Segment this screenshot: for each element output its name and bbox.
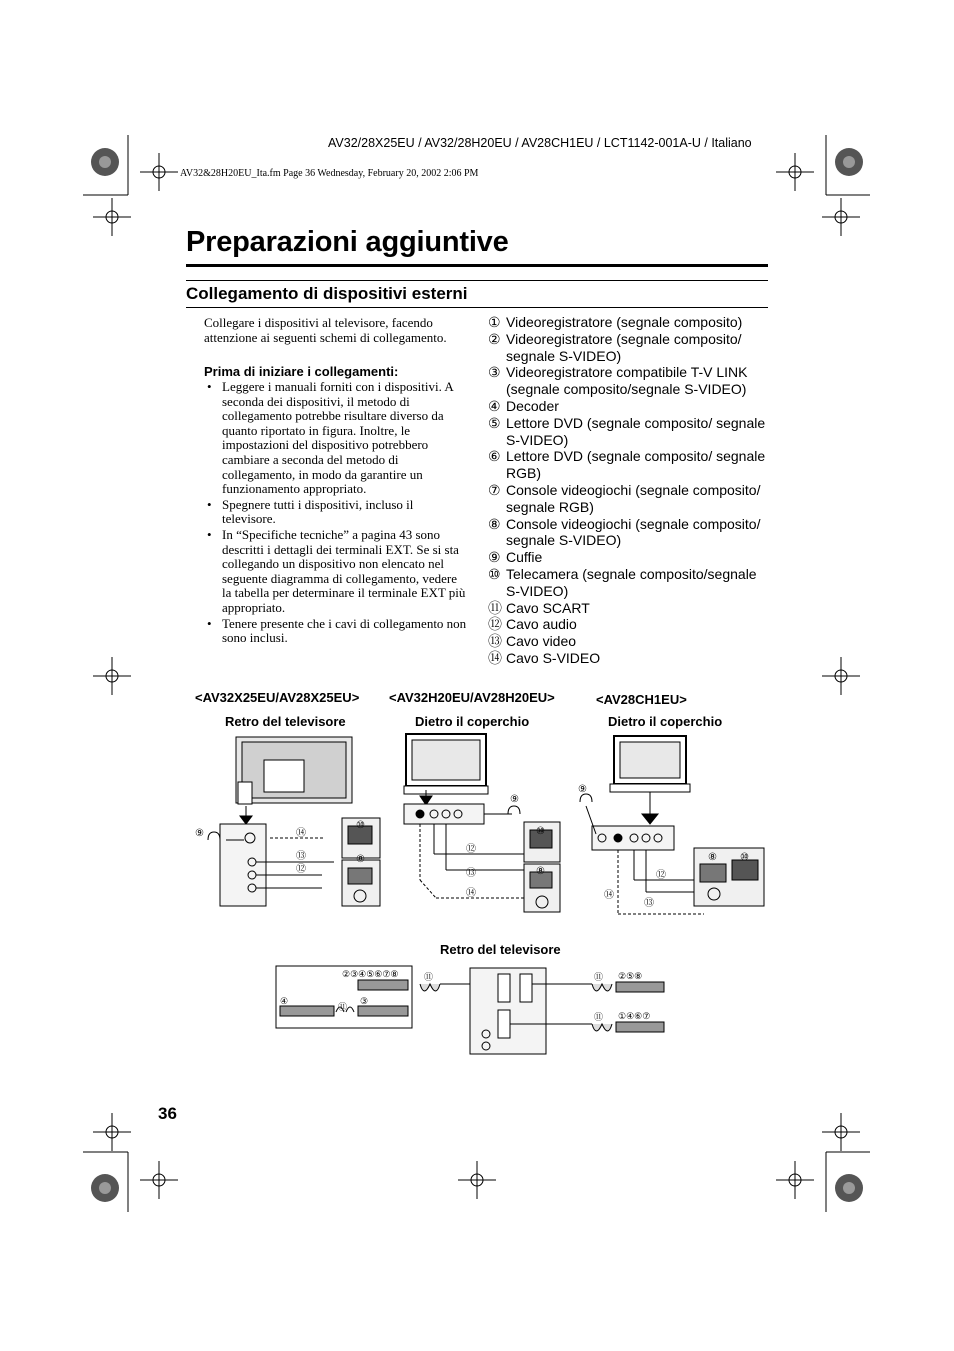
bullet-item: • Leggere i manuali forniti con i dispositivi. A seconda dei dispositivi, il metodo di collegamento potrebbe risultare diverso da quanto riportato in figura. Inoltre, le impostazioni del dispositivo potrebbero cambiare a seconda del metodo di collegamento, in modo da garantire un funzionamento appropriato. (204, 380, 468, 497)
bullet-item: • Tenere presente che i cavi di collegamento non sono inclusi. (204, 617, 468, 646)
device-item: ⑤ Lettore DVD (segnale composito/ segnale S-VIDEO) (488, 414, 766, 448)
marker-11b: ⑪ (424, 972, 434, 982)
marker-9c: ⑨ (578, 784, 587, 795)
diagram-label-2: Dietro il coperchio (415, 714, 530, 729)
device-item: ⑪ Cavo SCART (488, 599, 590, 616)
device-item: ⑧ Console videogiochi (segnale composito/ segnale S-VIDEO) (488, 515, 761, 549)
device-item: ⑫ Cavo audio (488, 616, 577, 633)
model-heading-3: <AV28CH1EU> (596, 692, 687, 707)
marker-13c: ⑬ (644, 898, 654, 909)
device-item: ① Videoregistratore (segnale composito) (488, 314, 743, 330)
title-rule (186, 264, 768, 267)
marker-10: ⑩ (356, 820, 365, 831)
device-item: ⑦ Console videogiochi (segnale composito/ segnale RGB) (488, 481, 761, 515)
marker-10c: ⑩ (740, 852, 749, 863)
marker-13b: ⑬ (466, 868, 476, 879)
preparation-list (204, 380, 468, 647)
marker-11d: ⑪ (594, 1012, 604, 1022)
device-item: ③ Videoregistratore compatibile T-V LINK (segnale composito/segnale S-VIDEO) (488, 364, 748, 398)
marker-13: ⑬ (296, 851, 306, 862)
marker-group-c: ①④⑥⑦ (618, 1011, 651, 1021)
marker-3: ③ (360, 996, 369, 1006)
marker-12c: ⑫ (656, 870, 666, 881)
marker-4: ④ (280, 996, 289, 1006)
before-heading: Prima di iniziare i collegamenti: (204, 364, 399, 379)
device-item: ② Videoregistratore (segnale composito/ segnale S-VIDEO) (488, 330, 742, 364)
section-title: Collegamento di dispositivi esterni (186, 284, 468, 303)
marker-14b: ⑭ (466, 888, 476, 899)
marker-group-b: ②⑤⑧ (618, 971, 643, 981)
marker-10b: ⑩ (536, 826, 545, 837)
device-item: ⑨ Cuffie (488, 549, 543, 566)
diagram-av32x25eu (194, 732, 384, 912)
diagram-av32h20eu (396, 730, 566, 915)
marker-12: ⑫ (296, 864, 306, 875)
marker-8: ⑧ (356, 854, 365, 865)
device-item: ④ Decoder (488, 397, 559, 414)
section-rule-bottom (186, 307, 768, 308)
marker-9b: ⑨ (510, 794, 519, 805)
page-number: 36 (158, 1104, 177, 1123)
marker-11a: ⑪ (338, 1002, 348, 1012)
section-rule (186, 280, 768, 281)
marker-9: ⑨ (195, 828, 204, 839)
marker-14c: ⑭ (604, 890, 614, 901)
diagram-scart-rear (274, 962, 674, 1057)
bottom-diagram-label: Retro del televisore (440, 942, 561, 957)
device-item: ⑩ Telecamera (segnale composito/segnale S-VIDEO) (488, 565, 757, 599)
intro-text: Collegare i dispositivi al televisore, facendo attenzione ai seguenti schemi di collegamento. (204, 315, 447, 345)
marker-11c: ⑪ (594, 972, 604, 982)
marker-12b: ⑫ (466, 844, 476, 855)
device-list (488, 314, 770, 667)
model-heading-1: <AV32X25EU/AV28X25EU> (195, 690, 360, 705)
marker-14: ⑭ (296, 828, 306, 839)
device-item: ⑬ Cavo video (488, 633, 577, 650)
page-title: Preparazioni aggiuntive (186, 226, 509, 258)
diagram-label-3: Dietro il coperchio (608, 714, 723, 729)
marker-8b: ⑧ (536, 866, 545, 877)
marker-8c: ⑧ (708, 852, 717, 863)
device-item: ⑭ Cavo S-VIDEO (488, 649, 601, 666)
header-models: AV32/28X25EU / AV32/28H20EU / AV28CH1EU / LCT1142-001A-U / Italiano (328, 136, 752, 150)
bullet-item: • Spegnere tutti i dispositivi, incluso il televisore. (204, 498, 468, 527)
model-heading-2: <AV32H20EU/AV28H20EU> (389, 690, 555, 705)
diagram-label-1: Retro del televisore (225, 714, 346, 729)
device-item: ⑥ Lettore DVD (segnale composito/ segnale RGB) (488, 448, 766, 482)
bullet-item: • In “Specifiche tecniche” a pagina 43 sono descritti i dettagli dei terminali EXT. Se si sta collegando un dispositivo non elencato nel seguente diagramma di collegamento, vedere la tabella per determinare il terminale EXT più appropriato. (204, 528, 468, 616)
file-info: AV32&28H20EU_Ita.fm Page 36 Wednesday, February 20, 2002 2:06 PM (180, 168, 479, 179)
diagram-av28ch1eu (574, 728, 770, 918)
marker-group-a: ②③④⑤⑥⑦⑧ (342, 969, 399, 979)
